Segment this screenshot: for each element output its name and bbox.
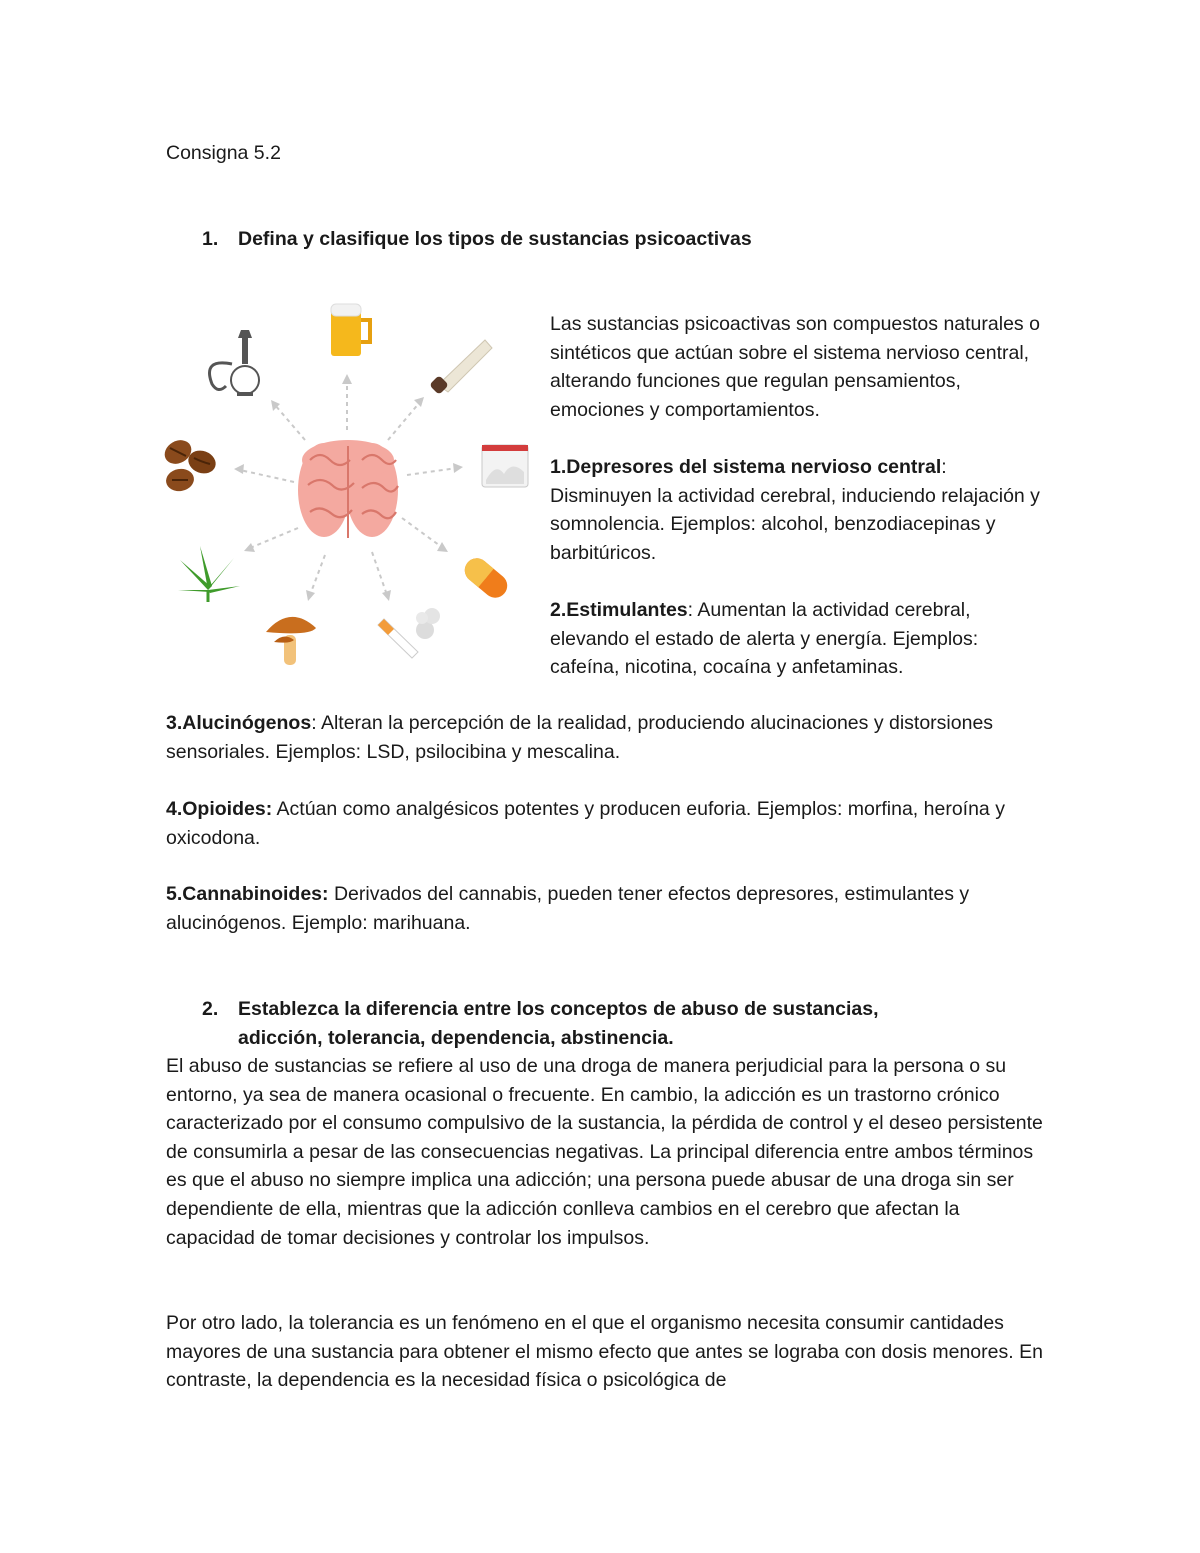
category-description: Aumentan la actividad cerebral, elevando el estado de alerta y energía. Ejemplos: cafeína, nicotina, cocaína y anfetaminas. [550,599,979,679]
paragraph-abuse-vs-addiction: El abuso de sustancias se refiere al uso de una droga de manera perjudicial para la persona o su entorno, ya sea de manera ocasional o frecuente. En cambio, la adicción es un trastorno crónico caracterizado por el consumo compulsivo de la sustancia, la pérdida de control y el deseo persistente de consumirla a pesar de las consecuencias negativas. La principal diferencia entre ambos términos es que el abuso no siempre implica una adicción; una persona puede abusar de una droga sin ser dependiente de ella, mientras que la adicción conlleva cambios en el cerebro que afectan la capacidad de tomar decisiones y controlar los impulsos. [166,1055,1043,1249]
paragraph-tolerance-vs-dependence: Por otro lado, la tolerancia es un fenómeno en el que el organismo necesita consumir cantidades mayores de una sustancia para obtener el mismo efecto que antes se lograba con dosis menores. En contraste, la dependencia es la necesidad física o psicológica de [166,1312,1043,1392]
question-1-text: Defina y clasifique los tipos de sustancias psicoactivas [238,228,752,250]
category-description: Disminuyen la actividad cerebral, induciendo relajación y somnolencia. Ejemplos: alcohol, benzodiacepinas y barbitúricos. [550,484,1040,564]
beer-icon [331,304,370,356]
intro-paragraph: Las sustancias psicoactivas son compuestos naturales o sintéticos que actúan sobre el sistema nervioso central, alterando funciones que regulan pensamientos, emociones y comportamientos. [550,313,1040,421]
question-2-number: 2. [202,998,219,1020]
category-title: 2.Estimulantes [550,599,688,621]
question-1-number: 1. [202,228,219,250]
page-title: Consigna 5.2 [166,142,281,164]
category-depressants [550,453,1050,567]
psychoactive-substances-illustration [150,290,550,680]
category-description: Actúan como analgésicos potentes y producen euforia. Ejemplos: morfina, heroína y oxicodona. [166,798,1005,849]
question-2-line1: Establezca la diferencia entre los conceptos de abuso de sustancias, [238,998,879,1020]
question-2 [202,995,1022,1052]
category-stimulants [550,596,1050,682]
category-title: 1.Depresores del sistema nervioso central [550,456,942,478]
category-hallucinogens [166,709,1046,766]
category-separator: : [941,456,947,478]
cigarette-icon [378,608,440,658]
cannabis-leaf-icon [178,546,240,602]
category-description: Alteran la percepción de la realidad, produciendo alucinaciones y distorsiones sensoriales. Ejemplos: LSD, psilocibina y mescalina. [166,712,994,763]
coffee-beans-icon [160,435,219,493]
joint-icon [429,340,492,395]
brain-icon [298,440,398,538]
category-opioids [166,795,1046,852]
category-title: 5.Cannabinoides: [166,883,329,905]
category-cannabinoids [166,880,1046,937]
question-1 [202,225,752,254]
category-description: Derivados del cannabis, pueden tener efectos depresores, estimulantes y alucinógenos. Ejemplo: marihuana. [166,883,970,934]
pill-capsule-icon [460,553,512,602]
category-separator: : [687,599,694,621]
category-title: 3.Alucinógenos [166,712,312,734]
category-title: 4.Opioides: [166,798,273,820]
mushroom-icon [266,617,316,665]
category-separator: : [311,712,317,734]
hookah-icon [210,330,260,396]
powder-bag-icon [482,445,528,487]
question-2-line2: adicción, tolerancia, dependencia, abstinencia. [238,1026,674,1049]
